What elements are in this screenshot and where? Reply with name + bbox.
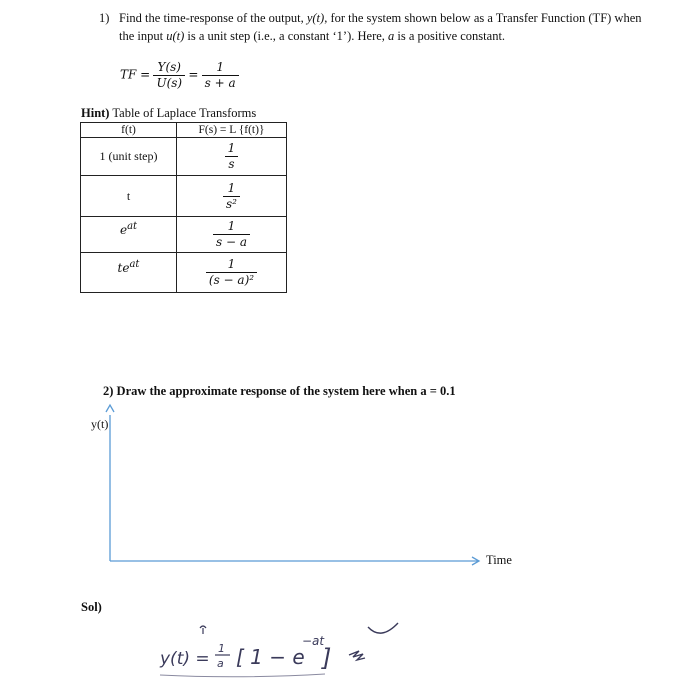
handwritten-lhs: y(t) = [160,649,210,669]
table-cell-f: t [81,176,177,217]
table-cell-f: 1 (unit step) [81,138,177,176]
handwritten-exponent: −at [302,634,325,648]
table-cell-F: $\frac{1}{s}$ [177,138,287,176]
table-header-ft: f(t) [81,123,177,138]
hint-heading: Hint) Table of Laplace Transforms [81,106,257,120]
tf-lhs: TF = [120,67,151,82]
tf-fraction-ratio: $\frac{Y(s)}{U(s)}$ [153,60,185,91]
table-cell-f: $e^{at}$ [81,217,177,253]
handwritten-close: ] [322,644,332,672]
question-1-number: 1) [99,11,110,25]
handwritten-frac-num: 1 [218,642,225,655]
table-cell-F: $\frac{1}{s - a}$ [177,217,287,253]
pen-tick-mark [200,626,206,634]
x-axis-label: Time [486,553,512,567]
handwritten-bracket: [ 1 − e [236,645,305,669]
y-axis-label: y(t) [91,417,109,431]
table-cell-f: $te^{at}$ [81,253,177,293]
table-cell-F: $\frac{1}{\text{s²}}$ [177,176,287,217]
question-2-text: 2) Draw the approximate response of the system here when a = 0.1 [103,384,456,398]
pen-scribble-mark [349,651,365,660]
question-1-text: Find the time-response of the output, y(t), for the system shown below as a Transfer Function (TF) when the input u(t) is a unit step (i.e., a constant ‘1’). Here, a is a positive constant. [119,11,642,43]
underline-stroke [160,674,325,677]
checkmark-icon [368,623,398,633]
table-header-fs: F(s) = L {f(t)} [177,123,287,138]
handwritten-frac-den: a [217,657,224,670]
table-cell-F: $\frac{1}{\text{(s − a)²}}$ [177,253,287,293]
transfer-function-equation: TF = $\frac{Y(s)}{U(s)}$ = $\frac{1}{s + a}$ [120,60,239,91]
solution-label: Sol) [81,600,102,614]
tf-fraction-system: $\frac{1}{s + a}$ [202,60,239,91]
